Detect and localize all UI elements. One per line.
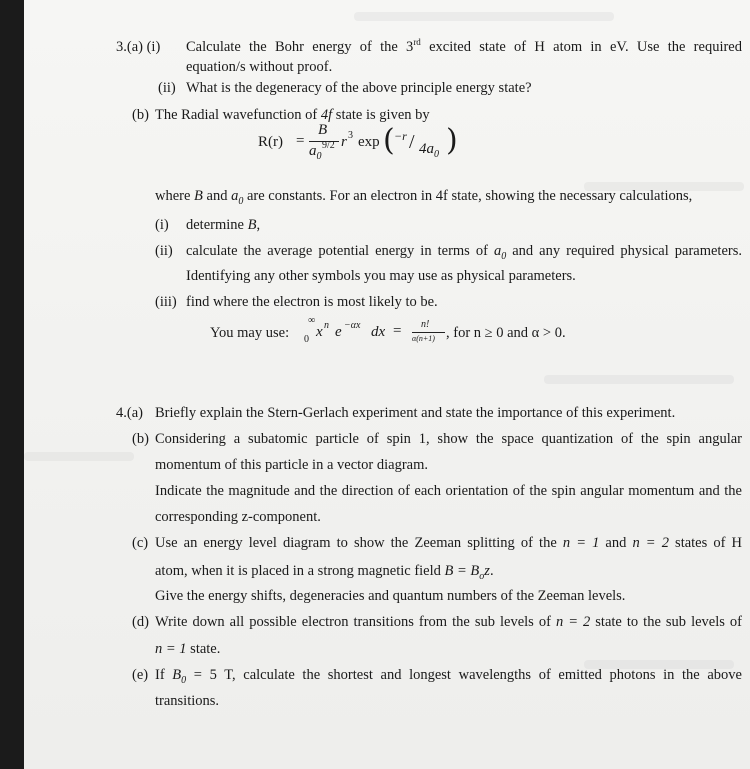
q3-a-ii-label: (ii)	[158, 80, 176, 96]
bleed-through-mark	[24, 452, 134, 461]
hint-integrand-x: x	[316, 324, 323, 340]
q3-b-i-text: determine B,	[186, 217, 261, 233]
hint-fraction-num: n!	[421, 319, 430, 330]
eq-denominator: $a_0$	[309, 143, 322, 162]
q3-b-intro: The Radial wavefunction of 4f state is given by	[155, 107, 430, 123]
q3-a-i-line1: Calculate the Bohr energy of the 3rd excited state of H atom in eV. Use the required	[186, 37, 742, 55]
q4-c-line3: Give the energy shifts, degeneracies and quantum numbers of the Zeeman levels.	[155, 588, 626, 604]
hint-equals: =	[393, 323, 402, 339]
q4-b-line4: corresponding z-component.	[155, 509, 321, 525]
eq-lhs: R(r)	[258, 134, 283, 150]
q3-b-iii-label: (iii)	[155, 294, 177, 310]
q3-b-ii-label: (ii)	[155, 243, 173, 259]
q4-c-line1: Use an energy level diagram to show the Zeeman splitting of the n = 1 and n = 2 states of H	[155, 535, 742, 551]
q4-b-label: (b)	[132, 431, 149, 447]
q3-a-ii-text: What is the degeneracy of the above principle energy state?	[186, 80, 532, 96]
eq-close-paren: )	[446, 123, 458, 158]
hint-condition: , for n ≥ 0 and α > 0.	[446, 325, 566, 341]
q4-a-text: Briefly explain the Stern-Gerlach experiment and state the importance of this experiment.	[155, 405, 676, 421]
eq-r-power: 3	[348, 130, 353, 141]
eq-r: r	[341, 134, 347, 150]
hint-exp: −αx	[344, 320, 361, 331]
eq-4a0: $4a_0$	[419, 141, 439, 160]
hint-integral-lower: 0	[304, 334, 309, 345]
eq-slash: /	[409, 131, 415, 153]
hint-integral-upper: ∞	[308, 315, 316, 326]
eq-minus-r: −r	[394, 129, 407, 143]
q4-c-line2: atom, when it is placed in a strong magnetic field $B = B_oz$.	[155, 563, 494, 582]
q3-a-i-label: 3.(a) (i)	[116, 39, 161, 55]
eq-open-paren: (	[383, 123, 395, 158]
q4-b-line2: momentum of this particle in a vector diagram.	[155, 457, 429, 473]
eq-numerator: B	[318, 122, 328, 138]
hint-prefix: You may use:	[210, 325, 290, 341]
q4-e-line2: transitions.	[155, 693, 220, 709]
q3-b-label: (b)	[132, 107, 149, 123]
q3-b-where: where B and $a_0$ are constants. For an electron in 4f state, showing the necessary calculations,	[155, 188, 693, 207]
q4-d-label: (d)	[132, 614, 149, 630]
hint-power-n: n	[324, 320, 329, 331]
q4-e-line1: If $B_0 = 5$ T, calculate the shortest and longest wavelengths of emitted photons in the above	[155, 667, 742, 686]
scan-left-border	[0, 0, 24, 769]
q4-c-label: (c)	[132, 535, 149, 551]
q4-b-line1: Considering a subatomic particle of spin 1, show the space quantization of the spin angular	[155, 431, 742, 447]
eq-denominator-power: 9/2	[322, 140, 335, 151]
q3-b-ii-line2: Identifying any other symbols you may use as physical parameters.	[186, 268, 576, 284]
eq-exp: exp	[358, 134, 380, 150]
hint-e: e	[335, 324, 342, 340]
hint-fraction-bar	[412, 332, 445, 333]
bleed-through-mark	[354, 12, 614, 21]
eq-equals: =	[296, 133, 305, 149]
hint-dx: dx	[371, 324, 386, 340]
hint-fraction-den: α(n+1)	[412, 334, 435, 343]
q3-b-iii-text: find where the electron is most likely to be.	[186, 294, 438, 310]
q3-b-ii-line1: calculate the average potential energy in terms of $a_0$ and any required physical parameters.	[186, 243, 742, 262]
q4-e-label: (e)	[132, 667, 149, 683]
q4-a-label: 4.(a)	[116, 405, 143, 421]
q4-d-line1: Write down all possible electron transitions from the sub levels of n = 2 state to the sub levels of	[155, 614, 742, 630]
q3-a-i-line2: equation/s without proof.	[186, 59, 333, 75]
q4-d-line2: n = 1 state.	[155, 641, 221, 657]
bleed-through-mark	[544, 375, 734, 384]
q4-b-line3: Indicate the magnitude and the direction of each orientation of the spin angular momentum and the	[155, 483, 742, 499]
q3-b-i-label: (i)	[155, 217, 169, 233]
